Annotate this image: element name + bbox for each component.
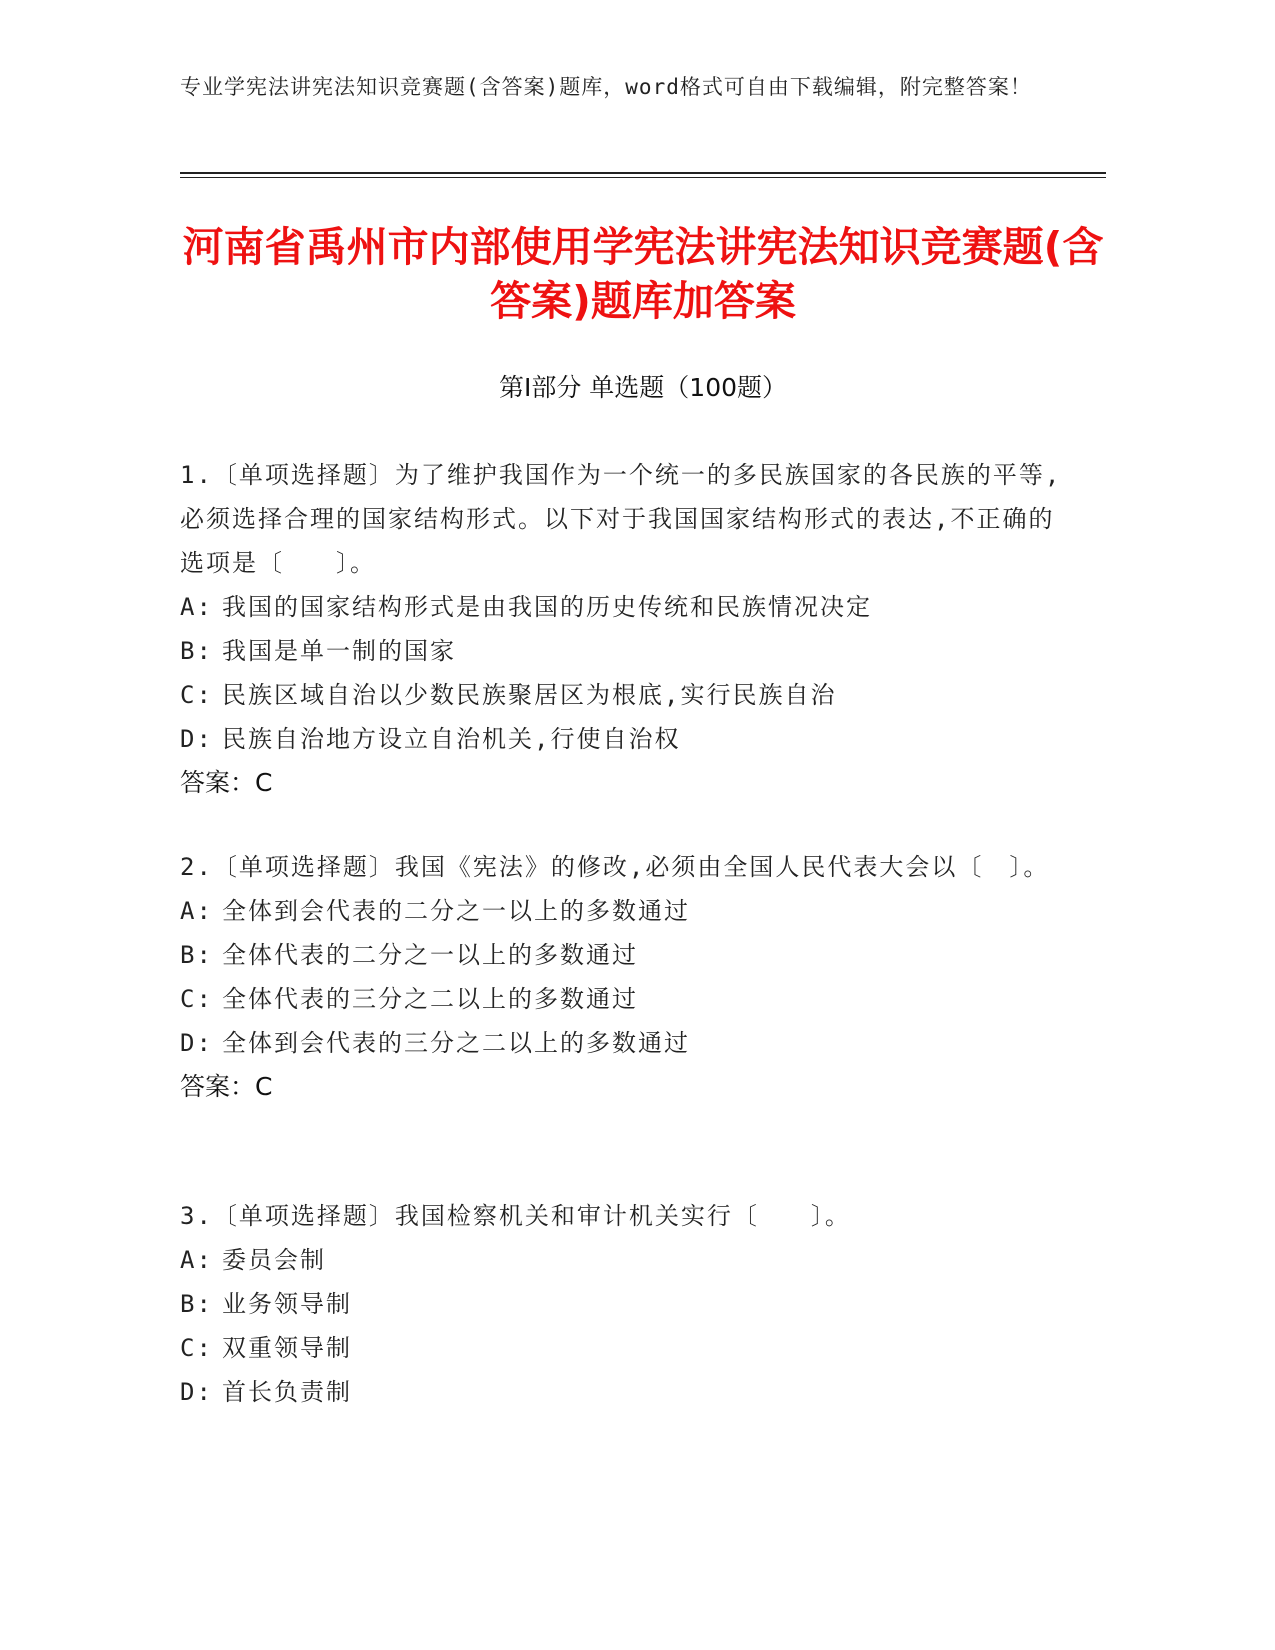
option-text: 全体到会代表的二分之一以上的多数通过 — [222, 897, 690, 925]
option-text: 全体到会代表的三分之二以上的多数通过 — [222, 1029, 690, 1057]
option-letter: A: — [180, 593, 213, 621]
answer-line: 答案：C — [180, 1072, 273, 1101]
option-b — [180, 1282, 1080, 1326]
option-text: 民族区域自治以少数民族聚居区为根底,实行民族自治 — [222, 681, 837, 709]
option-c — [180, 673, 1080, 717]
option-text: 全体代表的二分之一以上的多数通过 — [222, 941, 638, 969]
option-text: 首长负责制 — [222, 1378, 352, 1406]
answer-line: 答案：C — [180, 768, 273, 797]
question-stem: 3.〔单项选择题〕我国检察机关和审计机关实行〔 〕。 — [180, 1202, 851, 1230]
option-text: 全体代表的三分之二以上的多数通过 — [222, 985, 638, 1013]
question-2 — [180, 845, 1080, 1109]
option-letter: B: — [180, 637, 213, 665]
option-letter: D: — [180, 1029, 213, 1057]
header-rule-thin — [180, 177, 1106, 178]
option-text: 双重领导制 — [222, 1334, 352, 1362]
option-letter: A: — [180, 1246, 213, 1274]
option-c — [180, 1326, 1080, 1370]
question-1 — [180, 453, 1080, 805]
option-b — [180, 933, 1080, 977]
header-rule-thick — [180, 172, 1106, 174]
option-letter: D: — [180, 1378, 213, 1406]
question-stem: 1.〔单项选择题〕为了维护我国作为一个统一的多民族国家的各民族的平等,必须选择合理的国家结构形式。以下对于我国国家结构形式的表达,不正确的选项是〔 〕。 — [180, 461, 1062, 577]
option-letter: C: — [180, 681, 213, 709]
header-note: 专业学宪法讲宪法知识竞赛题(含答案)题库，word格式可自由下载编辑，附完整答案！ — [180, 75, 1032, 99]
option-text: 我国的国家结构形式是由我国的历史传统和民族情况决定 — [222, 593, 872, 621]
option-text: 业务领导制 — [222, 1290, 352, 1318]
question-3 — [180, 1194, 1080, 1414]
option-a — [180, 1238, 1080, 1282]
question-stem: 2.〔单项选择题〕我国《宪法》的修改,必须由全国人民代表大会以〔 〕。 — [180, 853, 1050, 881]
option-b — [180, 629, 1080, 673]
option-a — [180, 889, 1080, 933]
option-letter: B: — [180, 1290, 213, 1318]
option-letter: D: — [180, 725, 213, 753]
option-c — [180, 977, 1080, 1021]
section-title: 第Ⅰ部分 单选题（100题） — [498, 373, 788, 402]
option-letter: C: — [180, 985, 213, 1013]
option-d — [180, 717, 1080, 761]
option-a — [180, 585, 1080, 629]
option-letter: B: — [180, 941, 213, 969]
option-text: 委员会制 — [222, 1246, 326, 1274]
option-text: 我国是单一制的国家 — [222, 637, 456, 665]
option-letter: C: — [180, 1334, 213, 1362]
document-title: 河南省禹州市内部使用学宪法讲宪法知识竞赛题(含答案)题库加答案 — [182, 223, 1104, 325]
option-d — [180, 1021, 1080, 1065]
option-d — [180, 1370, 1080, 1414]
option-text: 民族自治地方设立自治机关,行使自治权 — [222, 725, 681, 753]
option-letter: A: — [180, 897, 213, 925]
